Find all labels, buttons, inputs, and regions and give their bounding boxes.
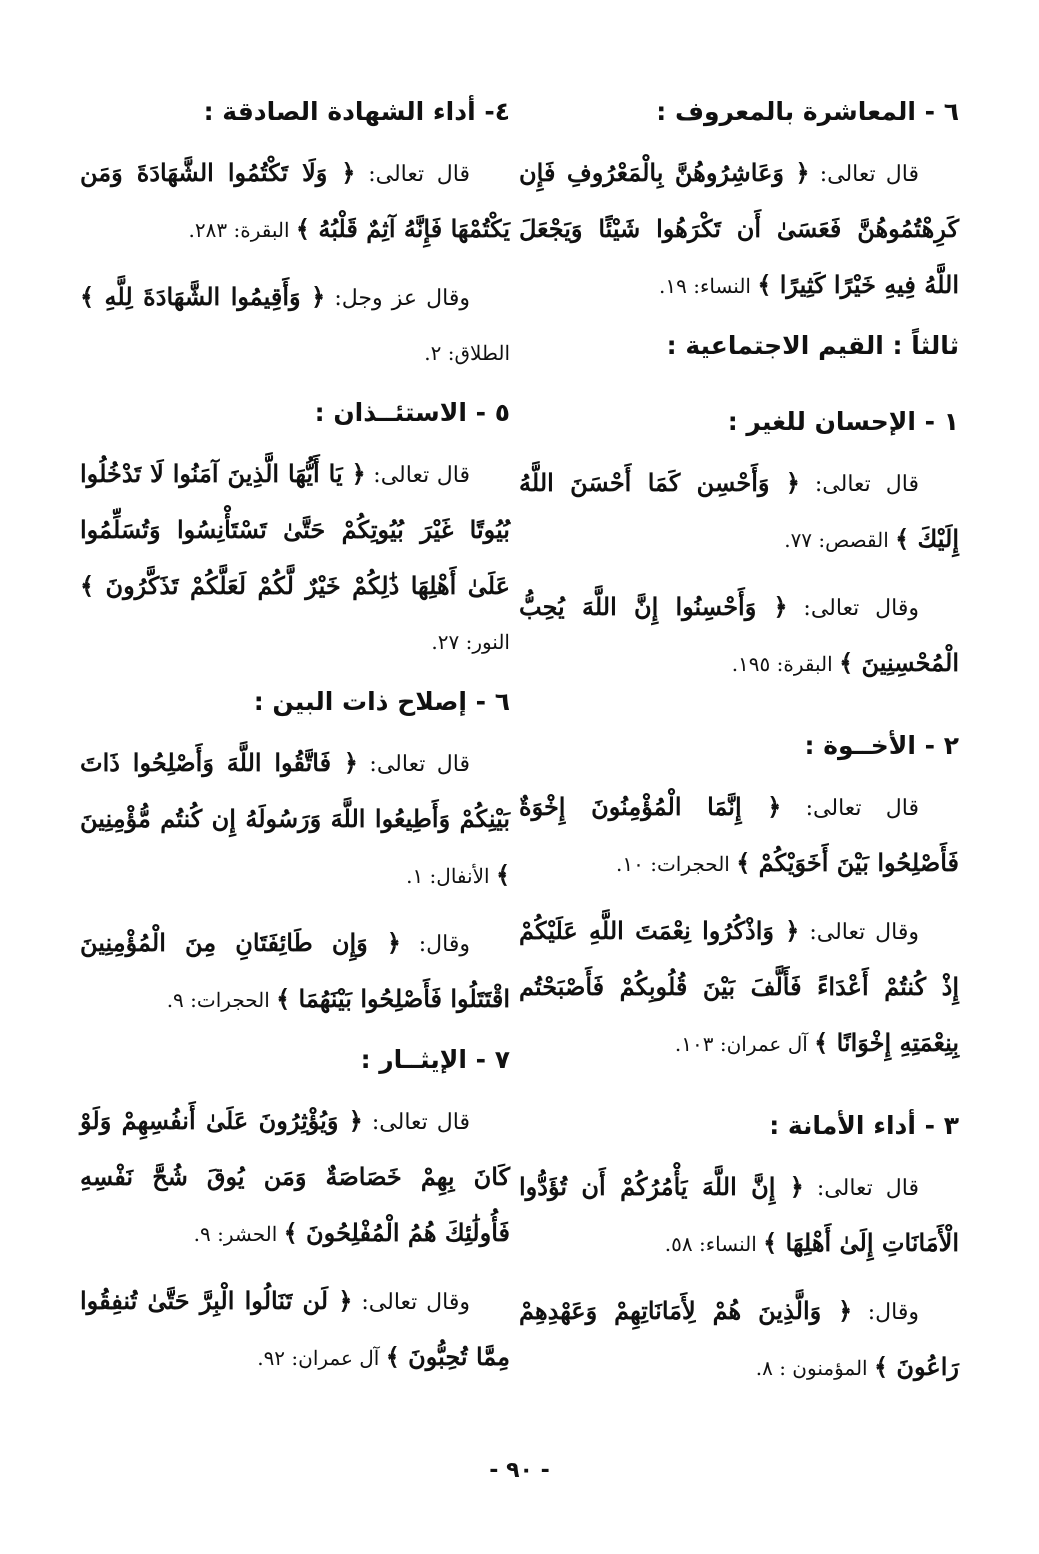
quote-paragraph [80,916,510,1028]
quote-paragraph [80,447,510,670]
quote-intro: وقال تعالى: [787,596,919,621]
quote-paragraph [519,904,959,1072]
quran-verse: ﴿ وَعَاشِرُوهُنَّ بِالْمَعْرُوفِ فَإِن كَرِهْتُمُوهُنَّ فَعَسَىٰ أَن تَكْرَهُوا شَيْئًا وَيَجْعَلَ اللَّهُ فِيهِ خَيْرًا كَثِيرًا ﴾ [519,158,959,299]
left-column [80,92,510,1408]
quote-intro: وقال: [852,1300,920,1325]
quran-verse: ﴿ وَلَا تَكْتُمُوا الشَّهَادَةَ وَمَن يَكْتُمْهَا فَإِنَّهُ آثِمٌ قَلْبُهُ ﴾ [80,158,510,243]
quote-intro: وقال تعالى: [799,920,919,945]
verse-reference: البقرة: ٢٨٣. [188,218,296,242]
verse-reference: البقرة: ١٩٥. [731,652,840,676]
verse-reference: النساء: ١٩. [659,274,758,298]
quote-paragraph [519,1284,959,1396]
section-heading-benevolence: ١ - الإحسان للغير : [727,407,959,436]
quran-verse: ﴿ وَأَحْسِنُوا إِنَّ اللَّهَ يُحِبُّ الْمُحْسِنِينَ ﴾ [519,592,959,677]
verse-reference: الحجرات: ١٠. [616,852,737,876]
quran-verse: ﴿ وَيُؤْثِرُونَ عَلَىٰ أَنفُسِهِمْ وَلَوْ كَانَ بِهِمْ خَصَاصَةٌ وَمَن يُوقَ شُحَّ نَفْسِهِ فَأُولَٰئِكَ هُمُ الْمُفْلِحُونَ ﴾ [80,1106,510,1247]
quote-intro: قال تعالى: [357,752,470,777]
quran-verse: ﴿ إِنَّمَا الْمُؤْمِنُونَ إِخْوَةٌ فَأَصْلِحُوا بَيْنَ أَخَوَيْكُمْ ﴾ [519,792,959,877]
quote-intro: قال تعالى: [362,1110,470,1135]
quran-verse: ﴿ وَالَّذِينَ هُمْ لِأَمَانَاتِهِمْ وَعَهْدِهِمْ رَاعُونَ ﴾ [519,1296,959,1381]
quote-paragraph [80,146,510,258]
quote-intro: قال تعالى: [781,796,919,821]
section-heading-altruism: ٧ - الإيثــار : [360,1045,510,1074]
quote-intro: قال تعالى: [355,162,470,187]
quote-intro: وقال تعالى: [352,1290,470,1315]
quran-verse: ﴿ يَا أَيُّهَا الَّذِينَ آمَنُوا لَا تَدْخُلُوا بُيُوتًا غَيْرَ بُيُوتِكُمْ حَتَّىٰ تَسْتَأْنِسُوا وَتُسَلِّمُوا عَلَىٰ أَهْلِهَا ذَٰلِكُمْ خَيْرٌ لَّكُمْ لَعَلَّكُمْ تَذَكَّرُونَ ﴾ [80,459,510,600]
quote-intro: قال تعالى: [365,463,470,488]
section-heading-permission: ٥ - الاستئــذان : [314,398,510,427]
right-column [519,92,959,1408]
section-heading-reconciliation: ٦ - إصلاح ذات البين : [253,687,510,716]
quran-verse: ﴿ وَاذْكُرُوا نِعْمَتَ اللَّهِ عَلَيْكُمْ إِذْ كُنتُمْ أَعْدَاءً فَأَلَّفَ بَيْنَ قُلُوبِكُمْ فَأَصْبَحْتُم بِنِعْمَتِهِ إِخْوَانًا ﴾ [519,916,959,1057]
two-column-layout [80,92,959,1408]
quote-intro: قال تعالى: [803,1176,919,1201]
quote-intro: قال تعالى: [799,472,919,497]
quote-paragraph [80,1274,510,1386]
quran-verse: ﴿ لَن تَنَالُوا الْبِرَّ حَتَّىٰ تُنفِقُوا مِمَّا تُحِبُّونَ ﴾ [80,1286,510,1371]
section-heading-testimony: ٤- أداء الشهادة الصادقة : [203,97,510,126]
quote-paragraph [80,736,510,904]
verse-reference: الحشر: ٩. [193,1222,284,1246]
quote-paragraph [519,780,959,892]
quote-intro: وقال: [400,932,470,957]
section-heading-brotherhood: ٢ - الأخــوة : [804,731,959,760]
quote-paragraph [519,580,959,692]
quran-verse: ﴿ فَاتَّقُوا اللَّهَ وَأَصْلِحُوا ذَاتَ بَيْنِكُمْ وَأَطِيعُوا اللَّهَ وَرَسُولَهُ إِن كُنتُم مُّؤْمِنِينَ ﴾ [80,748,510,889]
verse-reference: المؤمنون : ٨. [755,1356,874,1380]
verse-reference: القصص: ٧٧. [784,528,896,552]
verse-reference: آل عمران: ٩٢. [257,1346,386,1370]
quran-verse: ﴿ إِنَّ اللَّهَ يَأْمُرُكُمْ أَن تُؤَدُّوا الْأَمَانَاتِ إِلَىٰ أَهْلِهَا ﴾ [519,1172,959,1257]
verse-reference: الطلاق: ٢. [424,341,510,365]
quote-paragraph [519,456,959,568]
part-heading-social-values: ثالثاً : القيم الاجتماعية : [666,331,959,360]
verse-reference: آل عمران: ١٠٣. [674,1032,815,1056]
section-heading-trust: ٣ - أداء الأمانة : [769,1111,959,1140]
verse-reference: النور: ٢٧. [431,630,510,654]
quran-verse: ﴿ وَإِن طَائِفَتَانِ مِنَ الْمُؤْمِنِينَ اقْتَتَلُوا فَأَصْلِحُوا بَيْنَهُمَا ﴾ [80,928,510,1013]
verse-reference: النساء: ٥٨. [664,1232,764,1256]
quote-paragraph [80,1094,510,1262]
verse-reference: الحجرات: ٩. [166,988,277,1012]
quote-paragraph [519,1160,959,1272]
quote-intro: قال تعالى: [809,162,919,187]
quote-paragraph [80,270,510,381]
quran-verse: ﴿ وَأَقِيمُوا الشَّهَادَةَ لِلَّهِ ﴾ [80,282,326,311]
quote-intro: وقال عز وجل: [325,286,470,311]
quote-paragraph [519,146,959,314]
quran-verse: ﴿ وَأَحْسِن كَمَا أَحْسَنَ اللَّهُ إِلَيْكَ ﴾ [519,468,959,553]
section-heading-kind-treatment: ٦ - المعاشرة بالمعروف : [656,97,959,126]
verse-reference: الأنفال: ١. [406,864,496,888]
page-number: - ٩٠ - [489,1458,550,1483]
